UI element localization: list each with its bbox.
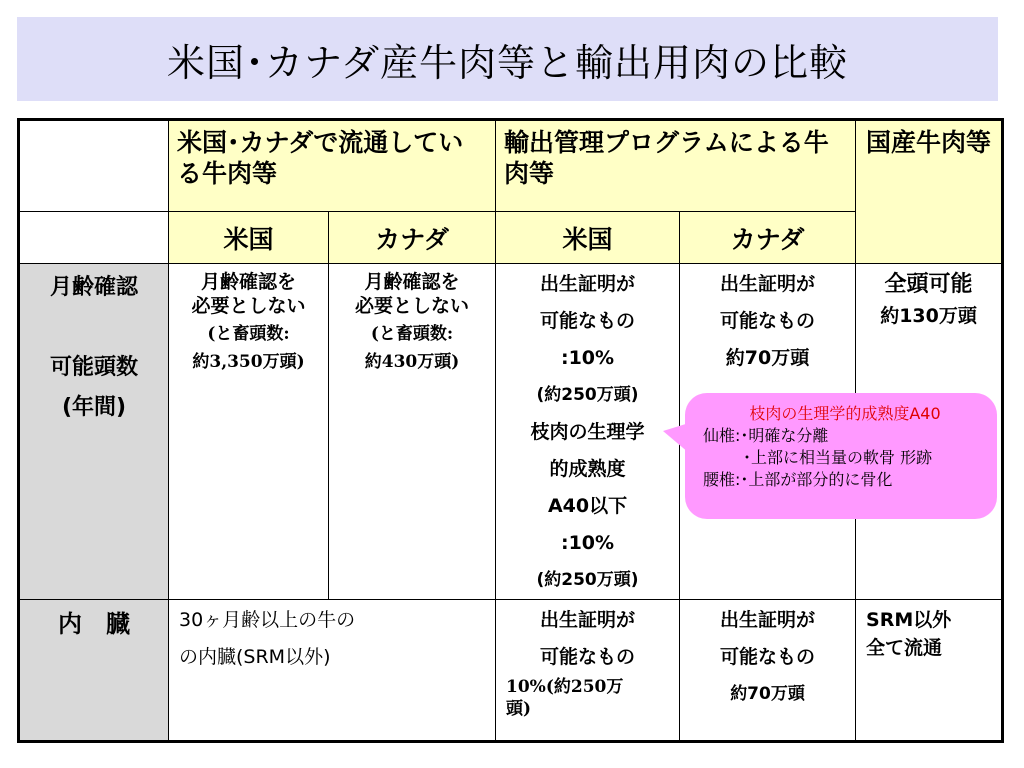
cell-organs-us-canada	[169, 600, 496, 742]
callout-line2: ･上部に相当量の軟骨 形跡	[743, 448, 933, 467]
cell-age-us-line2: 必要としない	[191, 295, 306, 317]
cell-age-us	[169, 264, 329, 600]
subheader-canada: カナダ	[329, 212, 496, 264]
subheader-export-us: 米国	[496, 212, 680, 264]
cell-age-canada	[329, 264, 496, 600]
cell-age-export-canada-line2: 可能なもの	[720, 310, 816, 332]
callout-line3: 腰椎:･上部が部分的に骨化	[703, 470, 893, 489]
cell-age-export-us-line9: (約250万頭)	[536, 570, 639, 590]
cell-organs-domestic-line1: SRM以外	[866, 609, 952, 631]
header-us-canada: 米国･カナダで流通している牛肉等	[169, 120, 496, 212]
cell-age-canada-line4: 約430万頭)	[364, 352, 460, 372]
cell-age-canada-line1: 月齢確認を	[364, 271, 460, 293]
cell-organs-export-us	[496, 600, 680, 742]
cell-age-export-us-line7: A40以下	[547, 495, 628, 517]
subheader-us: 米国	[169, 212, 329, 264]
subheader-row	[19, 212, 1003, 264]
cell-organs-us-canada-line2: の内臓(SRM以外)	[179, 646, 331, 668]
slide-title: 米国･カナダ産牛肉等と輸出用肉の比較	[166, 40, 849, 85]
cell-age-export-us-line4: (約250万頭)	[536, 385, 639, 405]
corner-cell	[19, 120, 169, 212]
row-label-organs: 内 臓	[19, 600, 169, 742]
cell-age-export-us-line1: 出生証明が	[540, 273, 636, 295]
header-row	[19, 120, 1003, 212]
cell-age-export-us-line6: 的成熟度	[549, 458, 626, 480]
cell-organs-export-us-line4: 頭)	[506, 699, 532, 719]
callout-a40-note	[685, 393, 997, 519]
cell-organs-export-canada-line2: 可能なもの	[720, 646, 816, 668]
cell-organs-export-us-line3: 10%(約250万	[506, 677, 624, 697]
row-label-age-line1: 月齢確認	[49, 275, 138, 300]
cell-organs-export-us-line1: 出生証明が	[540, 609, 636, 631]
cell-age-canada-line3: (と畜頭数:	[370, 324, 454, 344]
cell-organs-domestic-line2: 全て流通	[866, 637, 943, 659]
subheader-export-canada: カナダ	[680, 212, 856, 264]
cell-organs-export-canada-line1: 出生証明が	[720, 609, 816, 631]
cell-age-domestic-line2: 約130万頭	[880, 305, 977, 327]
cell-age-export-us-line2: 可能なもの	[540, 310, 636, 332]
cell-organs-export-canada	[680, 600, 856, 742]
cell-age-export-canada-line3: 約70万頭	[725, 347, 810, 369]
row-label-age-line2: 可能頭数	[49, 355, 138, 380]
cell-age-export-canada-line1: 出生証明が	[720, 273, 816, 295]
cell-age-export-us-line5: 枝肉の生理学	[530, 421, 645, 443]
cell-age-us-line4: 約3,350万頭)	[192, 352, 305, 372]
cell-organs-export-us-line2: 可能なもの	[540, 646, 636, 668]
callout-title: 枝肉の生理学的成熟度A40	[749, 404, 941, 423]
row-organs	[19, 600, 1003, 742]
cell-organs-domestic	[856, 600, 1003, 742]
header-domestic: 国産牛肉等	[856, 120, 1003, 264]
cell-age-us-line3: (と畜頭数:	[207, 324, 290, 344]
cell-age-canada-line2: 必要としない	[355, 295, 470, 317]
cell-age-export-us-line3: :10%	[560, 347, 615, 369]
cell-age-export-us-line8: :10%	[560, 532, 615, 554]
title-bar	[17, 17, 998, 101]
cell-age-export-us	[496, 264, 680, 600]
row-label-age	[19, 264, 169, 600]
row-label-age-line3: (年間)	[61, 395, 127, 420]
cell-age-domestic-line1: 全頭可能	[884, 272, 973, 297]
corner-cell-2	[19, 212, 169, 264]
cell-organs-us-canada-line1: 30ヶ月齢以上の牛の	[179, 609, 356, 631]
cell-age-us-line1: 月齢確認を	[200, 271, 296, 293]
callout-line1: 仙椎:･明確な分離	[703, 426, 829, 445]
header-export-program: 輸出管理プログラムによる牛肉等	[496, 120, 856, 212]
cell-organs-export-canada-line3: 約70万頭	[730, 684, 805, 704]
callout-tail	[663, 423, 689, 453]
